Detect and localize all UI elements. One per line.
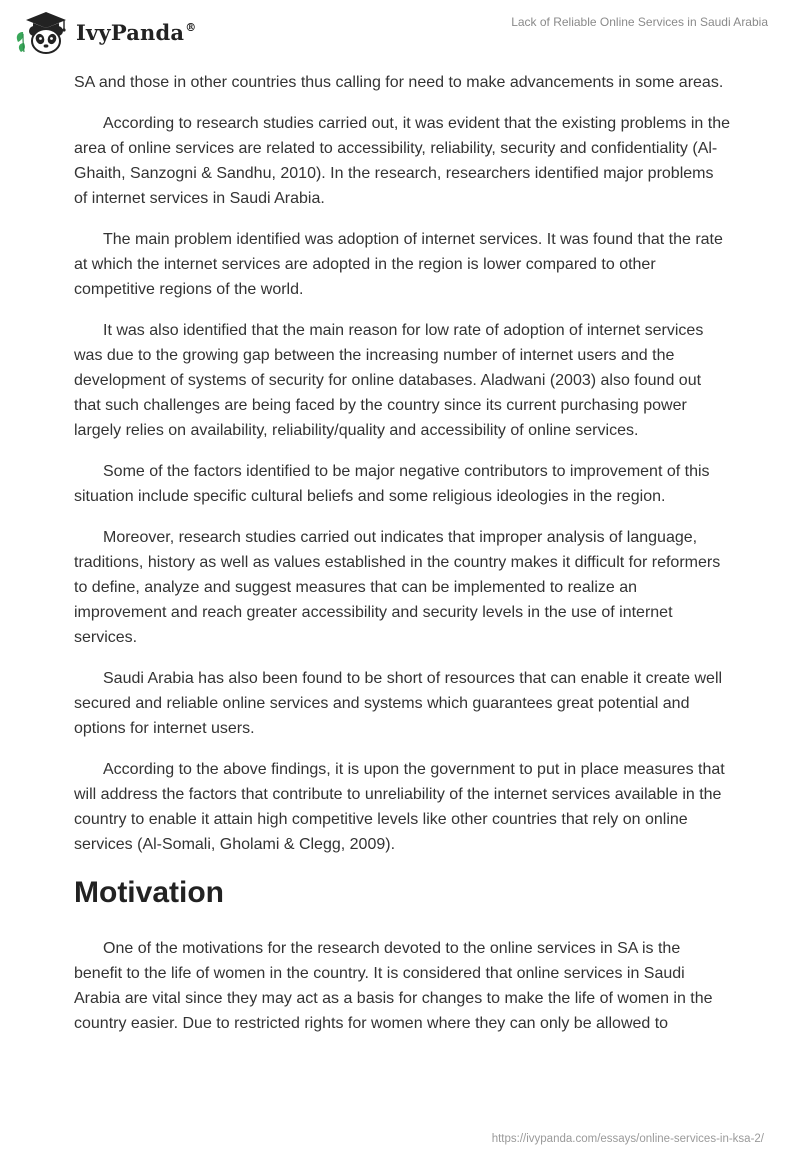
source-url[interactable]: https://ivypanda.com/essays/online-services-in-ksa-2/: [491, 1133, 764, 1145]
paragraph: One of the motivations for the research devoted to the online services in SA is the benefit to the life of women in the country. It is considered that online services in Saudi Arabia are vital since they may act as a basis for changes to make the life of women in the country easier. Due to restricted rights for women where they can only be allowed to: [74, 940, 713, 1032]
paragraph: According to research studies carried out, it was evident that the existing problems in the area of online services are related to accessibility, reliability, security and confidentiality (Al-Ghaith, Sanzogni & Sandhu, 2010). In the research, researchers identified major problems of internet services in Saudi Arabia.: [74, 115, 730, 207]
section-heading-motivation: Motivation: [74, 876, 224, 909]
page-header: [0, 0, 800, 66]
registered-mark: ®: [185, 20, 197, 34]
paragraph: According to the above findings, it is upon the government to put in place measures that will address the factors that contribute to unreliability of the internet services available in the country to enable it attain high competitive levels like other countries that rely on online services (Al-Somali, Gholami & Clegg, 2009).: [74, 761, 725, 853]
paragraph-continued: SA and those in other countries thus calling for need to make advancements in some areas.: [74, 74, 724, 91]
brand-name: IvyPanda®: [76, 19, 197, 45]
paragraph: It was also identified that the main reason for low rate of adoption of internet services was due to the growing gap between the increasing number of internet users and the development of systems of security for online databases. Aladwani (2003) also found out that such challenges are being faced by the country since its current purchasing power largely relies on availability, reliability/quality and accessibility of online services.: [74, 322, 704, 439]
ivypanda-logo[interactable]: [14, 8, 196, 56]
paragraph: Some of the factors identified to be major negative contributors to improvement of this situation include specific cultural beliefs and some religious ideologies in the region.: [74, 463, 710, 505]
paragraph: The main problem identified was adoption of internet services. It was found that the rate at which the internet services are adopted in the region is lower compared to other competitive regions of the world.: [74, 231, 723, 298]
panda-graduate-icon: [14, 8, 70, 56]
paragraph: Moreover, research studies carried out indicates that improper analysis of language, traditions, history as well as values established in the country makes it difficult for reformers to define, analyze and suggest measures that can be implemented to realize an improvement and reach greater accessibility and security levels in the use of internet services.: [74, 529, 721, 646]
document-title: Lack of Reliable Online Services in Saudi Arabia: [511, 15, 768, 29]
essay-content: [74, 70, 730, 1052]
paragraph: Saudi Arabia has also been found to be short of resources that can enable it create well secured and reliable online services and systems which guarantees great potential and options for internet users.: [74, 670, 723, 737]
